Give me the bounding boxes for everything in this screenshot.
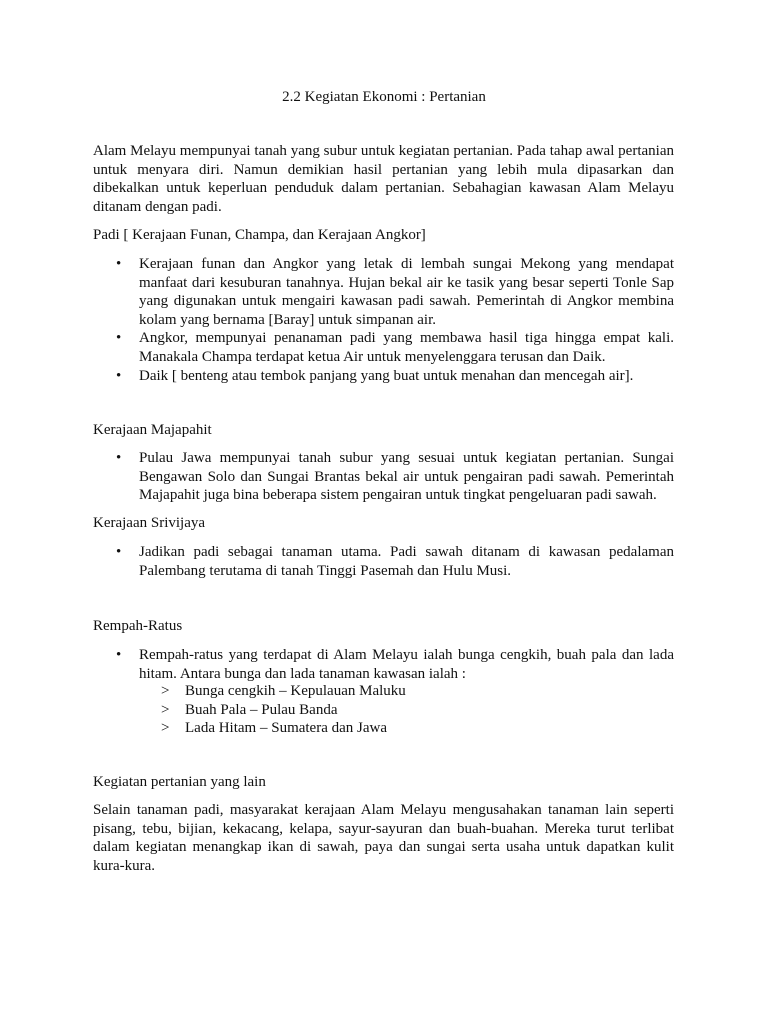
arrow-bullet-icon: > xyxy=(161,701,170,718)
rempah-sub-list xyxy=(93,682,674,738)
arrow-bullet-icon: > xyxy=(161,683,170,699)
list-item xyxy=(93,646,674,683)
lain-paragraph: Selain tanaman padi, masyarakat kerajaan Alam Melayu mengusahakan tanaman lain seperti pisang, tebu, bijian, kekacang, kelapa, sayur-sayuran dan buah-buahan. Mereka turut terlibat dalam kegiatan menangkap ikan di sawah, paya dan sungai serta usaha untuk dapatkan kulit kura-kura. xyxy=(93,802,674,874)
section-heading-padi: Padi [ Kerajaan Funan, Champa, dan Kerajaan Angkor] xyxy=(93,227,426,243)
sub-list-item xyxy=(93,701,674,720)
list-item xyxy=(93,543,674,580)
page-title: 2.2 Kegiatan Ekonomi : Pertanian xyxy=(282,89,486,105)
bullet-icon: • xyxy=(116,367,122,384)
list-item-text: Rempah-ratus yang terdapat di Alam Melayu ialah bunga cengkih, buah pala dan lada hitam. Antara bunga dan lada tanaman kawasan ialah : xyxy=(139,647,674,682)
list-item-text: Jadikan padi sebagai tanaman utama. Padi sawah ditanam di kawasan pedalaman Palembang terutama di tanah Tinggi Pasemah dan Hulu Musi. xyxy=(139,544,674,579)
bullet-icon: • xyxy=(116,330,122,347)
rempah-bullet-list xyxy=(93,646,674,683)
sub-list-item xyxy=(93,682,674,701)
sub-list-item-text: Buah Pala – Pulau Banda xyxy=(185,701,338,718)
list-item xyxy=(93,367,674,386)
intro-paragraph: Alam Melayu mempunyai tanah yang subur untuk kegiatan pertanian. Pada tahap awal pertanian untuk menyara diri. Namun demikian hasil pertanian yang lebih mula dipasarkan dan dibekalkan untuk keperluan penduduk dalam pertanian. Sebahagian kawasan Alam Melayu ditanam dengan padi. xyxy=(93,143,674,215)
srivijaya-bullet-list xyxy=(93,543,674,580)
bullet-icon: • xyxy=(116,256,122,272)
list-item xyxy=(93,255,674,329)
padi-bullet-list xyxy=(93,255,674,385)
section-heading-lain: Kegiatan pertanian yang lain xyxy=(93,774,266,790)
bullet-icon: • xyxy=(116,450,122,466)
list-item-text: Pulau Jawa mempunyai tanah subur yang sesuai untuk kegiatan pertanian. Sungai Bengawan Solo dan Sungai Brantas bekal air untuk pengairan padi sawah. Pemerintah Majapahit juga bina beberapa sistem pengairan untuk tingkat pengeluaran padi sawah. xyxy=(139,450,674,504)
list-item-text: Kerajaan funan dan Angkor yang letak di lembah sungai Mekong yang mendapat manfaat dari kesuburan tanahnya. Hujan bekal air ke tasik yang besar seperti Tonle Sap yang digunakan untuk mengairi kawasan padi sawah. Pemerintah di Angkor membina kolam yang bernama [Baray] untuk simpanan air. xyxy=(139,256,674,328)
list-item xyxy=(93,329,674,366)
majapahit-bullet-list xyxy=(93,449,674,505)
section-heading-srivijaya: Kerajaan Srivijaya xyxy=(93,515,206,531)
sub-list-item-text: Bunga cengkih – Kepulauan Maluku xyxy=(185,683,406,699)
list-item-text: Daik [ benteng atau tembok panjang yang buat untuk menahan dan mencegah air]. xyxy=(139,367,634,384)
section-heading-majapahit: Kerajaan Majapahit xyxy=(93,422,212,438)
sub-list-item-text: Lada Hitam – Sumatera dan Jawa xyxy=(185,720,388,737)
list-item-text: Angkor, mempunyai penanaman padi yang membawa hasil tiga hingga empat kali. Manakala Champa terdapat ketua Air untuk menyelenggara terusan dan Daik. xyxy=(139,330,674,365)
arrow-bullet-icon: > xyxy=(161,720,170,737)
bullet-icon: • xyxy=(116,647,122,663)
bullet-icon: • xyxy=(116,544,122,560)
section-heading-rempah: Rempah-Ratus xyxy=(93,618,183,634)
list-item xyxy=(93,449,674,505)
sub-list-item xyxy=(93,719,674,738)
